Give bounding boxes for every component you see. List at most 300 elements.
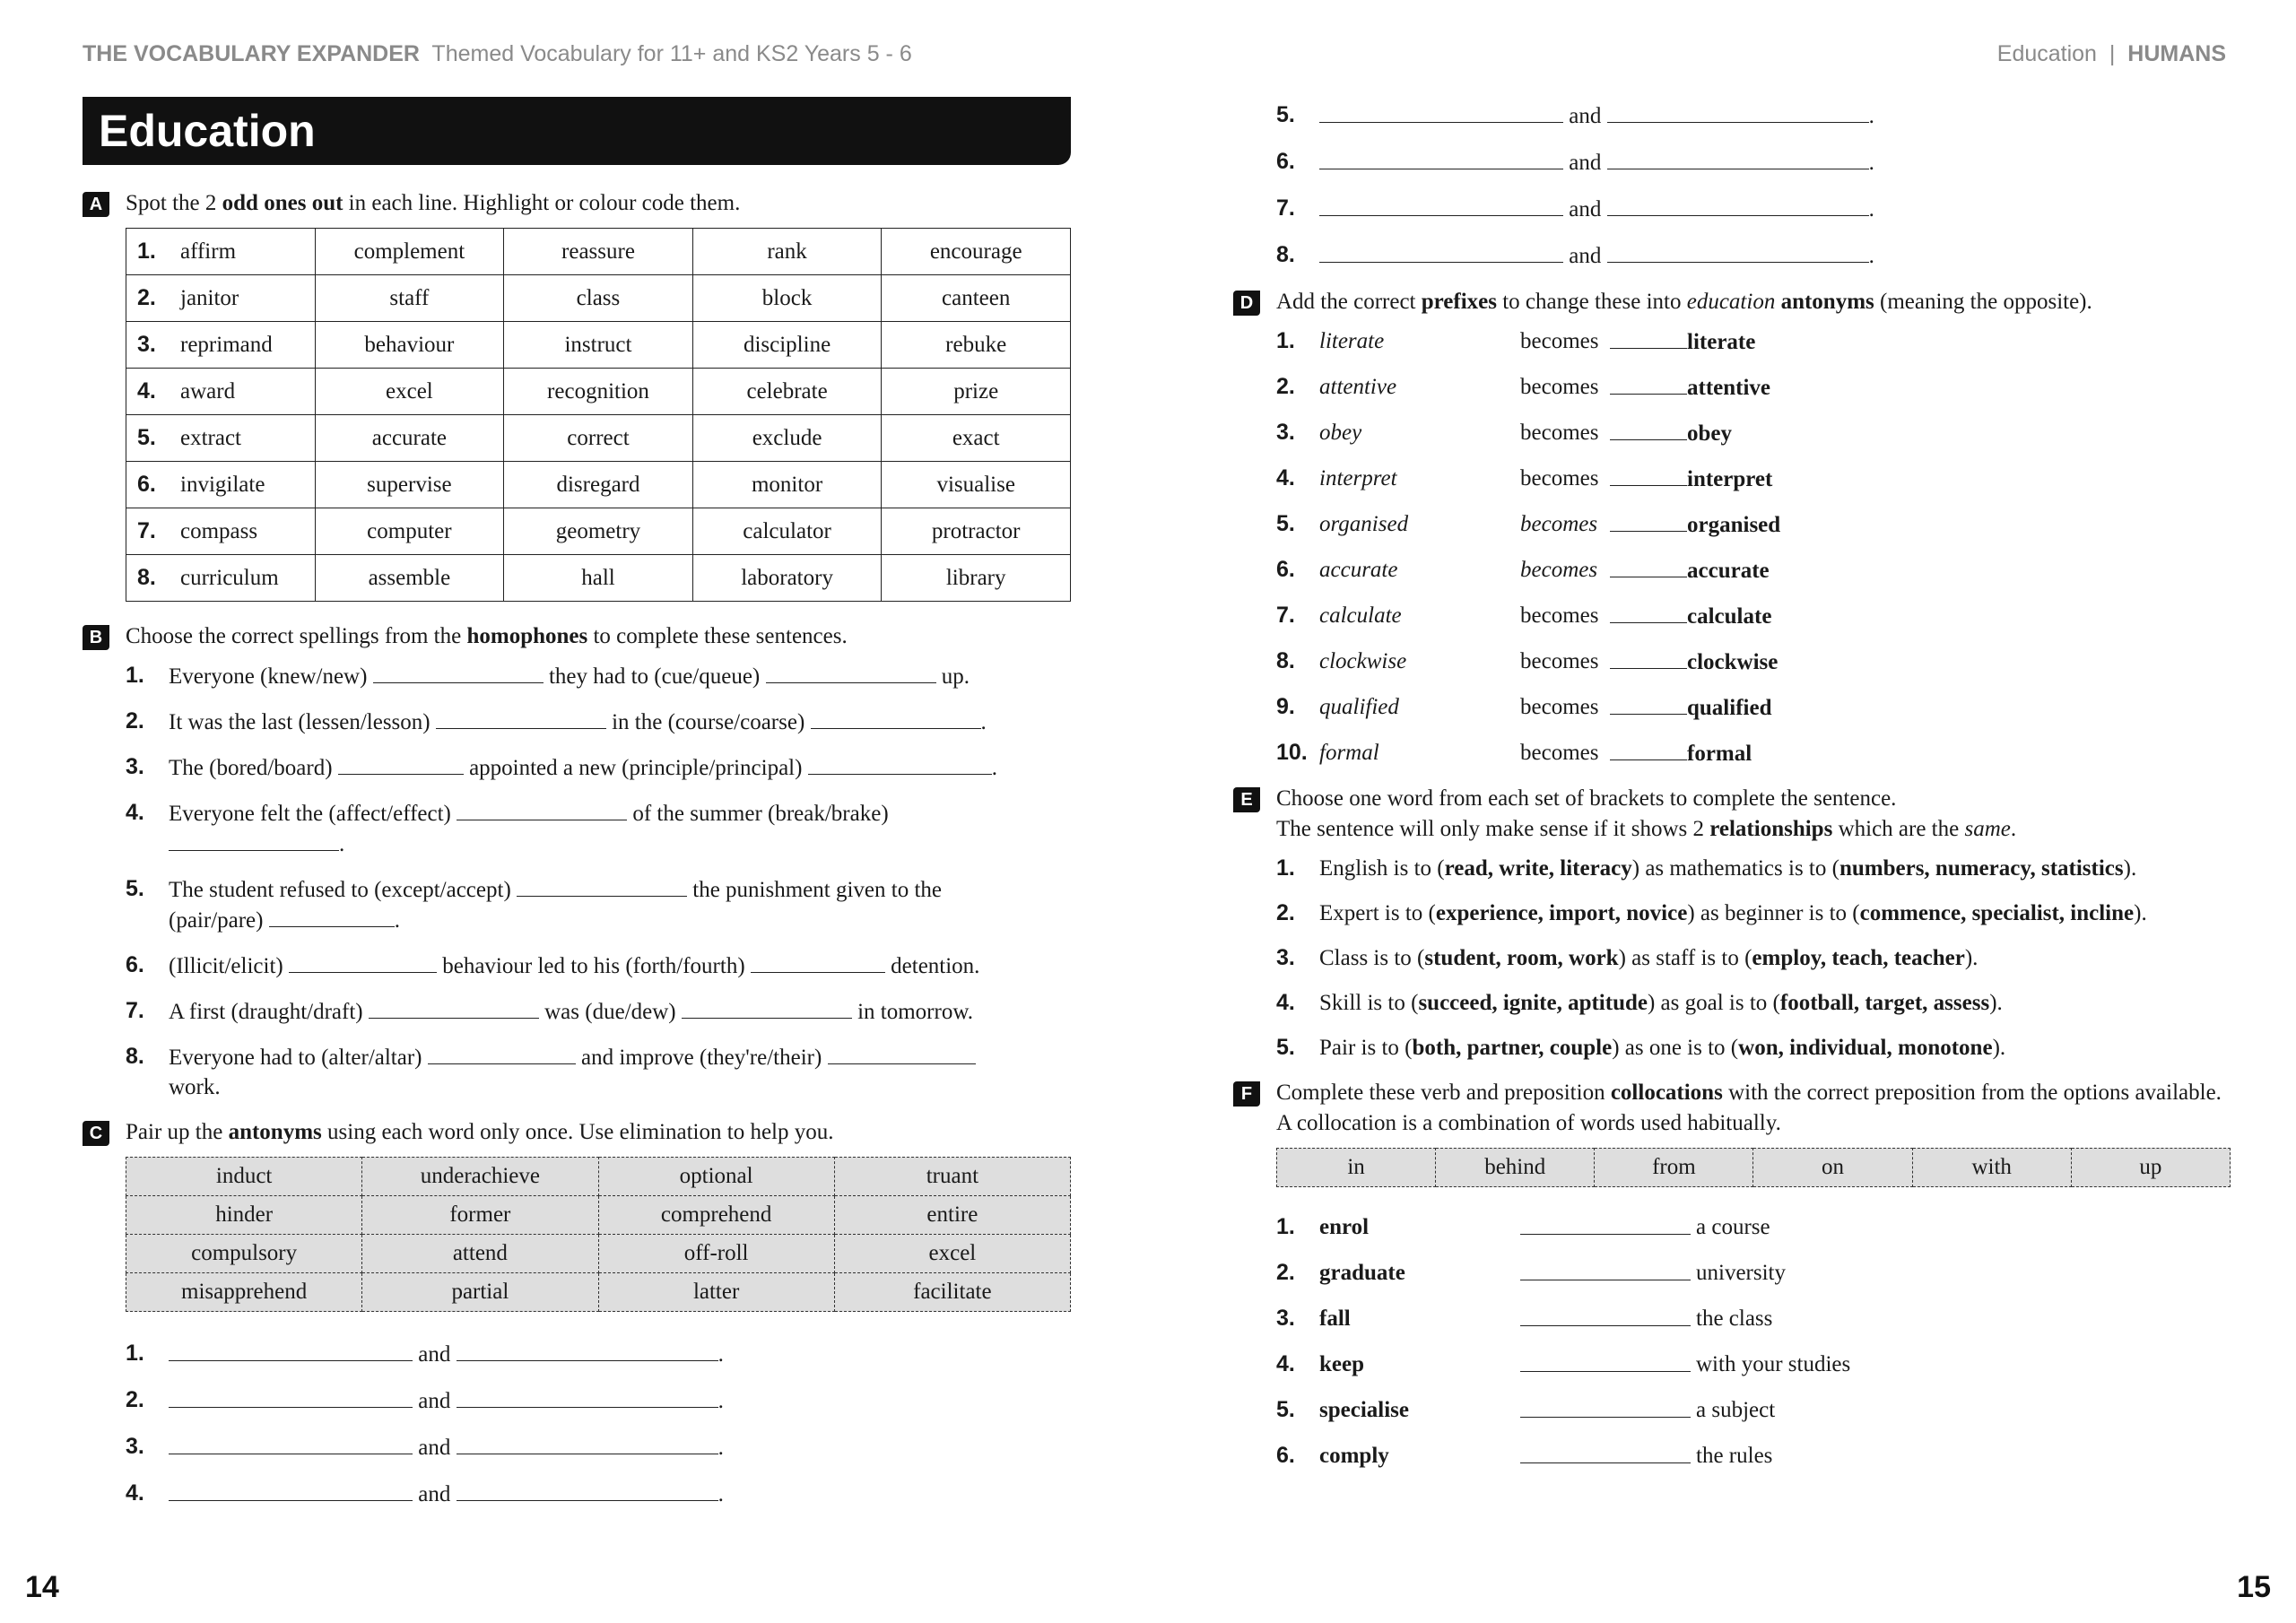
object-text: university bbox=[1696, 1261, 1786, 1285]
becomes-label: becomes bbox=[1520, 512, 1598, 536]
analogy-item bbox=[1233, 898, 2231, 928]
and-word: and bbox=[418, 1482, 451, 1506]
word-cell[interactable]: supervise bbox=[315, 462, 504, 508]
section-e-instruction bbox=[1233, 784, 2231, 845]
base-word: qualified bbox=[1319, 695, 1399, 719]
item-text: up. bbox=[941, 664, 970, 689]
target-word: organised bbox=[1687, 513, 1781, 537]
odd-one-out-row bbox=[126, 369, 1071, 415]
answer-blank[interactable] bbox=[1319, 240, 1563, 263]
answer-blank[interactable] bbox=[169, 1339, 413, 1361]
target-word: calculate bbox=[1687, 604, 1772, 629]
word-cell[interactable]: assemble bbox=[315, 555, 504, 602]
option-set[interactable]: student, room, work bbox=[1424, 946, 1619, 970]
item-text: Everyone felt the (affect/effect) bbox=[169, 802, 451, 826]
pair-line bbox=[1233, 240, 2231, 271]
preposition-blank[interactable] bbox=[1520, 1441, 1691, 1463]
answer-blank[interactable] bbox=[169, 1432, 413, 1454]
row-number: 8. bbox=[137, 565, 156, 590]
preposition-option: with bbox=[1912, 1149, 2071, 1187]
word-cell[interactable]: excel bbox=[315, 369, 504, 415]
word-cell[interactable]: prize bbox=[882, 369, 1071, 415]
prefix-blank[interactable] bbox=[1610, 509, 1687, 532]
period: . bbox=[718, 1436, 724, 1460]
prefix-target bbox=[1610, 509, 1780, 540]
item-text: Expert is to ( bbox=[1319, 901, 1436, 925]
text: Spot the 2 bbox=[126, 191, 222, 215]
word-cell[interactable] bbox=[126, 508, 316, 555]
and-word: and bbox=[1569, 104, 1602, 128]
item-text: work. bbox=[169, 1075, 221, 1099]
row-number: 1. bbox=[137, 239, 156, 264]
right-page bbox=[1233, 100, 2231, 1487]
pair-line bbox=[83, 1479, 1071, 1509]
section-c-instruction bbox=[83, 1117, 1071, 1148]
option-set[interactable]: won, individual, monotone bbox=[1738, 1036, 1993, 1060]
odd-one-out-row bbox=[126, 415, 1071, 462]
collocation-item bbox=[1233, 1441, 2231, 1471]
item-text: appointed a new (principle/principal) bbox=[469, 756, 803, 780]
answer-blank[interactable] bbox=[1607, 100, 1869, 123]
prefix-target bbox=[1610, 738, 1752, 768]
text-bold: antonyms bbox=[1775, 290, 1874, 314]
collocation-item bbox=[1233, 1395, 2231, 1425]
antonym-word-cell: hinder bbox=[126, 1196, 362, 1235]
word-cell[interactable]: hall bbox=[504, 555, 693, 602]
odd-one-out-row bbox=[126, 275, 1071, 322]
target-word: clockwise bbox=[1687, 650, 1779, 674]
item-text: ) as goal is to ( bbox=[1647, 991, 1780, 1015]
item-number: 7. bbox=[1276, 603, 1295, 628]
item-number: 4. bbox=[126, 1480, 144, 1506]
analogy-item bbox=[1233, 854, 2231, 883]
answer-blank[interactable] bbox=[338, 752, 464, 775]
text-bold: antonyms bbox=[228, 1120, 322, 1144]
base-word: obey bbox=[1319, 421, 1362, 445]
option-set[interactable]: numbers, numeracy, statistics bbox=[1839, 856, 2124, 881]
prefix-target bbox=[1610, 372, 1770, 403]
collocation-item bbox=[1233, 1212, 2231, 1242]
item-text: the punishment given to the bbox=[692, 878, 942, 902]
prefix-blank[interactable] bbox=[1610, 372, 1687, 395]
item-number: 6. bbox=[126, 952, 144, 977]
section-a-instruction bbox=[83, 188, 1071, 219]
odd-one-out-table bbox=[126, 228, 1071, 602]
item-number: 4. bbox=[1276, 1351, 1295, 1376]
item-number: 8. bbox=[1276, 242, 1295, 267]
becomes-label: becomes bbox=[1520, 558, 1598, 582]
word-cell[interactable] bbox=[126, 462, 316, 508]
answer-blank[interactable] bbox=[1607, 147, 1869, 169]
item-text: . bbox=[394, 908, 400, 933]
item-text: ). bbox=[2134, 901, 2147, 925]
verb: comply bbox=[1319, 1444, 1389, 1468]
item-text: . bbox=[991, 756, 997, 780]
answer-blank[interactable] bbox=[269, 905, 395, 927]
item-text: ) as beginner is to ( bbox=[1687, 901, 1860, 925]
text-italic: same bbox=[1964, 817, 2011, 841]
series-subtitle: Themed Vocabulary for 11+ and KS2 Years 5 - 6 bbox=[431, 41, 912, 66]
header-separator: | bbox=[2109, 41, 2116, 66]
period: . bbox=[718, 1482, 724, 1506]
antonym-word-cell: induct bbox=[126, 1158, 362, 1196]
target-word: accurate bbox=[1687, 559, 1770, 583]
word-cell[interactable] bbox=[126, 415, 316, 462]
answer-blank[interactable] bbox=[1319, 194, 1563, 216]
preposition-blank-wrap bbox=[1520, 1304, 1691, 1334]
answer-blank[interactable] bbox=[436, 707, 606, 729]
word-cell[interactable]: visualise bbox=[882, 462, 1071, 508]
item-text: . bbox=[980, 710, 987, 734]
answer-blank[interactable] bbox=[1319, 100, 1563, 123]
homophone-item bbox=[83, 950, 1071, 981]
word-cell[interactable]: canteen bbox=[882, 275, 1071, 322]
answer-blank[interactable] bbox=[457, 1385, 718, 1408]
word-cell[interactable]: exclude bbox=[692, 415, 882, 462]
answer-blank[interactable] bbox=[1319, 147, 1563, 169]
prefix-blank[interactable] bbox=[1610, 464, 1687, 486]
word-cell[interactable]: complement bbox=[315, 229, 504, 275]
section-d-badge: D bbox=[1233, 291, 1260, 316]
category-label: HUMANS bbox=[2127, 41, 2226, 66]
text: Choose the correct spellings from the bbox=[126, 624, 467, 648]
word-cell[interactable]: calculator bbox=[692, 508, 882, 555]
becomes-label: becomes bbox=[1520, 603, 1599, 628]
homophone-item bbox=[83, 752, 1071, 783]
period: . bbox=[718, 1342, 724, 1367]
antonym-grid-row bbox=[126, 1235, 1071, 1273]
item-text: A first (draught/draft) bbox=[169, 1000, 363, 1024]
section-f-badge: F bbox=[1233, 1081, 1260, 1107]
answer-blank[interactable] bbox=[169, 1479, 413, 1501]
item-number: 5. bbox=[126, 876, 144, 901]
word-cell[interactable]: discipline bbox=[692, 322, 882, 369]
word-cell[interactable] bbox=[126, 555, 316, 602]
prefix-blank[interactable] bbox=[1610, 647, 1687, 669]
prefix-item bbox=[1233, 738, 2231, 768]
becomes-label: becomes bbox=[1520, 329, 1599, 353]
antonym-word-cell: excel bbox=[834, 1235, 1070, 1273]
collocation-item bbox=[1233, 1258, 2231, 1288]
preposition-blank-wrap bbox=[1520, 1350, 1691, 1380]
item-number: 1. bbox=[126, 1341, 144, 1366]
word-cell[interactable]: reassure bbox=[504, 229, 693, 275]
becomes-label: becomes bbox=[1520, 695, 1599, 719]
answer-blank[interactable] bbox=[811, 707, 981, 729]
item-text: ) as mathematics is to ( bbox=[1631, 856, 1839, 881]
word-cell[interactable]: rank bbox=[692, 229, 882, 275]
word: invigilate bbox=[180, 473, 265, 497]
answer-blank[interactable] bbox=[457, 798, 627, 820]
preposition-blank[interactable] bbox=[1520, 1304, 1691, 1326]
becomes-label: becomes bbox=[1520, 421, 1599, 445]
item-text: in tomorrow. bbox=[857, 1000, 974, 1024]
item-number: 5. bbox=[1276, 102, 1295, 127]
answer-blank[interactable] bbox=[289, 950, 437, 973]
text: Add the correct bbox=[1276, 290, 1422, 314]
prefix-list bbox=[1233, 326, 2231, 768]
word: affirm bbox=[180, 239, 237, 264]
antonym-word-cell: off-roll bbox=[598, 1235, 834, 1273]
answer-blank[interactable] bbox=[517, 874, 687, 897]
section-a-badge: A bbox=[83, 192, 109, 217]
item-number: 4. bbox=[1276, 990, 1295, 1015]
answer-blank[interactable] bbox=[457, 1339, 718, 1361]
prefix-blank[interactable] bbox=[1610, 418, 1687, 440]
answer-blank[interactable] bbox=[808, 752, 992, 775]
word-cell[interactable]: disregard bbox=[504, 462, 693, 508]
word-cell[interactable]: computer bbox=[315, 508, 504, 555]
pair-line bbox=[83, 1432, 1071, 1462]
answer-blank[interactable] bbox=[373, 661, 544, 683]
item-text: ) as one is to ( bbox=[1612, 1036, 1739, 1060]
prefix-blank[interactable] bbox=[1610, 326, 1687, 349]
antonym-grid-row bbox=[126, 1273, 1071, 1312]
word-cell[interactable]: celebrate bbox=[692, 369, 882, 415]
word-cell[interactable] bbox=[126, 322, 316, 369]
homophone-item bbox=[83, 661, 1071, 691]
item-text: ). bbox=[2123, 856, 2137, 881]
word-cell[interactable]: instruct bbox=[504, 322, 693, 369]
preposition-blank[interactable] bbox=[1520, 1212, 1691, 1235]
text-bold: homophones bbox=[466, 624, 588, 648]
prefix-item bbox=[1233, 601, 2231, 630]
word-cell[interactable] bbox=[126, 369, 316, 415]
base-word: organised bbox=[1319, 512, 1409, 536]
option-set[interactable]: succeed, ignite, aptitude bbox=[1418, 991, 1648, 1015]
page-title: Education bbox=[83, 97, 1071, 165]
answer-blank[interactable] bbox=[1607, 240, 1869, 263]
option-set[interactable]: both, partner, couple bbox=[1412, 1036, 1613, 1060]
item-text: . bbox=[339, 832, 345, 856]
item-text: The student refused to (except/accept) bbox=[169, 878, 511, 902]
word-cell[interactable]: recognition bbox=[504, 369, 693, 415]
word-cell[interactable] bbox=[126, 275, 316, 322]
prefix-item bbox=[1233, 372, 2231, 402]
word-cell[interactable]: class bbox=[504, 275, 693, 322]
text: The sentence will only make sense if it shows 2 bbox=[1276, 817, 1710, 841]
answer-blank[interactable] bbox=[169, 1385, 413, 1408]
odd-one-out-row bbox=[126, 322, 1071, 369]
option-set[interactable]: football, target, assess bbox=[1779, 991, 1990, 1015]
word-cell[interactable] bbox=[126, 229, 316, 275]
word-cell[interactable]: geometry bbox=[504, 508, 693, 555]
word-cell[interactable]: correct bbox=[504, 415, 693, 462]
word: extract bbox=[180, 426, 242, 450]
item-number: 9. bbox=[1276, 694, 1295, 719]
base-word: calculate bbox=[1319, 603, 1402, 628]
answer-blank[interactable] bbox=[828, 1042, 976, 1064]
preposition-option: up bbox=[2071, 1149, 2230, 1187]
preposition-option: behind bbox=[1436, 1149, 1595, 1187]
object-text: with your studies bbox=[1696, 1352, 1851, 1376]
item-text: in the (course/coarse) bbox=[612, 710, 805, 734]
answer-blank[interactable] bbox=[751, 950, 885, 973]
item-number: 2. bbox=[1276, 900, 1295, 925]
answer-blank[interactable] bbox=[1607, 194, 1869, 216]
becomes-label: becomes bbox=[1520, 649, 1599, 673]
and-word: and bbox=[1569, 197, 1602, 221]
target-word: qualified bbox=[1687, 696, 1772, 720]
row-number: 3. bbox=[137, 332, 156, 357]
word: curriculum bbox=[180, 566, 279, 590]
prefix-blank[interactable] bbox=[1610, 601, 1687, 623]
analogy-list bbox=[1233, 854, 2231, 1063]
word-cell[interactable]: behaviour bbox=[315, 322, 504, 369]
homophone-item bbox=[83, 798, 1071, 859]
odd-one-out-row bbox=[126, 462, 1071, 508]
prefix-item bbox=[1233, 464, 2231, 493]
preposition-blank-wrap bbox=[1520, 1258, 1691, 1289]
prefix-target bbox=[1610, 601, 1771, 631]
item-number: 5. bbox=[1276, 1397, 1295, 1422]
collocation-list bbox=[1233, 1212, 2231, 1471]
answer-blank[interactable] bbox=[428, 1042, 576, 1064]
antonym-pair-lines-right bbox=[1233, 100, 2231, 271]
word: janitor bbox=[180, 286, 239, 310]
text: (meaning the opposite). bbox=[1874, 290, 2092, 314]
antonym-word-cell: underachieve bbox=[362, 1158, 598, 1196]
item-text: (Illicit/elicit) bbox=[169, 954, 283, 978]
item-number: 5. bbox=[1276, 511, 1295, 536]
item-number: 7. bbox=[1276, 195, 1295, 221]
preposition-option: in bbox=[1277, 1149, 1436, 1187]
page-number-right: 15 bbox=[2237, 1570, 2271, 1604]
text: which are the bbox=[1832, 817, 1965, 841]
item-text: of the summer (break/brake) bbox=[632, 802, 889, 826]
word-cell[interactable]: library bbox=[882, 555, 1071, 602]
preposition-blank[interactable] bbox=[1520, 1350, 1691, 1372]
item-number: 7. bbox=[126, 998, 144, 1023]
analogy-item bbox=[1233, 1033, 2231, 1063]
word-cell[interactable]: monitor bbox=[692, 462, 882, 508]
odd-one-out-row bbox=[126, 508, 1071, 555]
item-text: Class is to ( bbox=[1319, 946, 1425, 970]
word-cell[interactable]: protractor bbox=[882, 508, 1071, 555]
target-word: formal bbox=[1687, 742, 1752, 766]
becomes-label: becomes bbox=[1520, 466, 1599, 490]
answer-blank[interactable] bbox=[369, 996, 539, 1019]
prefix-blank[interactable] bbox=[1610, 555, 1687, 577]
option-set[interactable]: employ, teach, teacher bbox=[1752, 946, 1965, 970]
verb: fall bbox=[1319, 1306, 1351, 1331]
topic-label: Education bbox=[1996, 41, 2097, 66]
option-set[interactable]: commence, specialist, incline bbox=[1859, 901, 2135, 925]
item-number: 3. bbox=[126, 1434, 144, 1459]
answer-blank[interactable] bbox=[457, 1479, 718, 1501]
object-text: a course bbox=[1696, 1215, 1770, 1239]
preposition-option: on bbox=[1753, 1149, 1912, 1187]
word-cell[interactable]: laboratory bbox=[692, 555, 882, 602]
target-word: literate bbox=[1687, 330, 1756, 354]
word-cell[interactable]: accurate bbox=[315, 415, 504, 462]
analogy-item bbox=[1233, 943, 2231, 973]
antonym-grid-row bbox=[126, 1158, 1071, 1196]
item-text: was (due/dew) bbox=[544, 1000, 676, 1024]
option-set[interactable]: experience, import, novice bbox=[1435, 901, 1688, 925]
antonym-word-cell: misapprehend bbox=[126, 1273, 362, 1312]
section-b-instruction bbox=[83, 621, 1071, 652]
prefix-target bbox=[1610, 692, 1771, 723]
item-text: ) as staff is to ( bbox=[1618, 946, 1752, 970]
word-cell[interactable]: block bbox=[692, 275, 882, 322]
preposition-blank[interactable] bbox=[1520, 1395, 1691, 1418]
prefix-blank[interactable] bbox=[1610, 738, 1687, 760]
answer-blank[interactable] bbox=[457, 1432, 718, 1454]
item-text: Everyone (knew/new) bbox=[169, 664, 368, 689]
section-d-instruction bbox=[1233, 287, 2231, 317]
antonym-word-cell: partial bbox=[362, 1273, 598, 1312]
prefix-target bbox=[1610, 647, 1778, 677]
preposition-blank[interactable] bbox=[1520, 1258, 1691, 1280]
item-text: It was the last (lessen/lesson) bbox=[169, 710, 430, 734]
collocation-item bbox=[1233, 1350, 2231, 1379]
item-text: (pair/pare) bbox=[169, 908, 264, 933]
pair-line bbox=[83, 1339, 1071, 1369]
prefix-blank[interactable] bbox=[1610, 692, 1687, 715]
prefix-item bbox=[1233, 647, 2231, 676]
row-number: 2. bbox=[137, 285, 156, 310]
homophone-item bbox=[83, 707, 1071, 737]
answer-blank[interactable] bbox=[766, 661, 936, 683]
row-number: 4. bbox=[137, 378, 156, 404]
verb: keep bbox=[1319, 1352, 1364, 1376]
target-word: attentive bbox=[1687, 376, 1771, 400]
word-cell[interactable]: rebuke bbox=[882, 322, 1071, 369]
item-text: ). bbox=[1992, 1036, 2006, 1060]
preposition-blank-wrap bbox=[1520, 1395, 1691, 1426]
antonym-word-cell: attend bbox=[362, 1235, 598, 1273]
antonym-word-cell: latter bbox=[598, 1273, 834, 1312]
antonym-word-cell: truant bbox=[834, 1158, 1070, 1196]
word-cell[interactable]: exact bbox=[882, 415, 1071, 462]
answer-blank[interactable] bbox=[682, 996, 852, 1019]
text: using each word only once. Use elimination to help you. bbox=[321, 1120, 834, 1144]
antonym-word-cell: facilitate bbox=[834, 1273, 1070, 1312]
preposition-blank-wrap bbox=[1520, 1212, 1691, 1243]
item-number: 2. bbox=[126, 1387, 144, 1412]
becomes-label: becomes bbox=[1520, 741, 1599, 765]
and-word: and bbox=[1569, 244, 1602, 268]
item-number: 2. bbox=[126, 708, 144, 733]
verb: graduate bbox=[1319, 1261, 1405, 1285]
object-text: the class bbox=[1696, 1306, 1773, 1331]
text: to complete these sentences. bbox=[587, 624, 848, 648]
word-cell[interactable]: staff bbox=[315, 275, 504, 322]
item-number: 1. bbox=[1276, 328, 1295, 353]
verb: specialise bbox=[1319, 1398, 1409, 1422]
text: Complete these verb and preposition bbox=[1276, 1081, 1611, 1105]
word-cell[interactable]: encourage bbox=[882, 229, 1071, 275]
option-set[interactable]: read, write, literacy bbox=[1444, 856, 1632, 881]
row-number: 5. bbox=[137, 425, 156, 450]
preposition-blank-wrap bbox=[1520, 1441, 1691, 1471]
and-word: and bbox=[418, 1436, 451, 1460]
word: reprimand bbox=[180, 333, 273, 357]
period: . bbox=[718, 1389, 724, 1413]
item-number: 6. bbox=[1276, 1443, 1295, 1468]
base-word: clockwise bbox=[1319, 649, 1407, 673]
text: Choose one word from each set of brackets to complete the sentence. bbox=[1276, 786, 1897, 811]
prefix-item bbox=[1233, 509, 2231, 539]
becomes-label: becomes bbox=[1520, 375, 1599, 399]
item-text: ). bbox=[1989, 991, 2003, 1015]
and-word: and bbox=[418, 1342, 451, 1367]
answer-blank[interactable] bbox=[169, 829, 339, 851]
collocation-item bbox=[1233, 1304, 2231, 1333]
text-bold: odd ones out bbox=[222, 191, 344, 215]
section-e-badge: E bbox=[1233, 787, 1260, 812]
